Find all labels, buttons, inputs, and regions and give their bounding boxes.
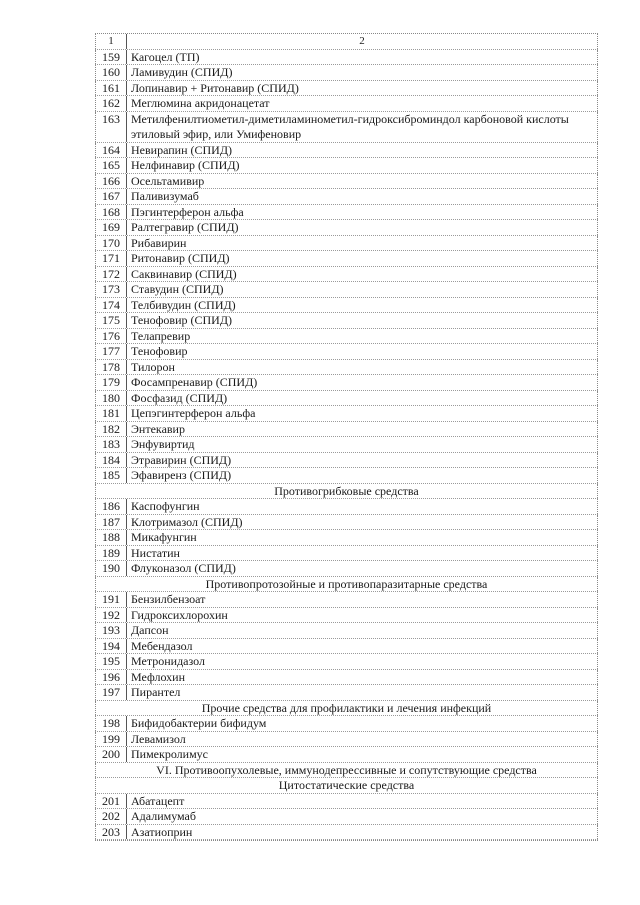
row-number: 188 <box>95 530 127 545</box>
row-number: 165 <box>95 158 127 173</box>
row-number: 161 <box>95 81 127 96</box>
drug-name: Саквинавир (СПИД) <box>127 267 598 282</box>
drug-name: Тилорон <box>127 360 598 375</box>
table-row <box>95 391 598 407</box>
drug-name: Пимекролимус <box>127 747 598 762</box>
row-number: 163 <box>95 112 127 142</box>
drug-name: Микафунгин <box>127 530 598 545</box>
row-number: 176 <box>95 329 127 344</box>
table-row <box>95 360 598 376</box>
drug-name: Паливизумаб <box>127 189 598 204</box>
row-number: 172 <box>95 267 127 282</box>
row-number: 181 <box>95 406 127 421</box>
row-number: 175 <box>95 313 127 328</box>
drug-name: Гидроксихлорохин <box>127 608 598 623</box>
drug-name: Меглюмина акридонацетат <box>127 96 598 111</box>
row-number: 169 <box>95 220 127 235</box>
section-antifungal <box>95 484 598 500</box>
table-row <box>95 174 598 190</box>
drug-name: Ставудин (СПИД) <box>127 282 598 297</box>
row-number: 185 <box>95 468 127 483</box>
table-row <box>95 96 598 112</box>
row-number: 184 <box>95 453 127 468</box>
drug-name: Фосампренавир (СПИД) <box>127 375 598 390</box>
header-col-name: 2 <box>127 34 598 49</box>
table-row <box>95 375 598 391</box>
drug-list-table <box>95 33 598 841</box>
row-number: 179 <box>95 375 127 390</box>
row-number: 180 <box>95 391 127 406</box>
table-row <box>95 236 598 252</box>
section-heading: Противогрибковые средства <box>95 484 598 499</box>
row-number: 173 <box>95 282 127 297</box>
row-number: 202 <box>95 809 127 824</box>
row-number: 166 <box>95 174 127 189</box>
table-row <box>95 608 598 624</box>
row-number: 171 <box>95 251 127 266</box>
row-number: 162 <box>95 96 127 111</box>
table-row <box>95 313 598 329</box>
section-heading: Цитостатические средства <box>95 778 598 793</box>
row-number: 167 <box>95 189 127 204</box>
section-cytostatic <box>95 778 598 794</box>
drug-name: Фосфазид (СПИД) <box>127 391 598 406</box>
drug-name: Лопинавир + Ритонавир (СПИД) <box>127 81 598 96</box>
drug-name: Адалимумаб <box>127 809 598 824</box>
drug-name: Телбивудин (СПИД) <box>127 298 598 313</box>
drug-name: Тенофовир (СПИД) <box>127 313 598 328</box>
drug-name: Каспофунгин <box>127 499 598 514</box>
drug-name: Энтекавир <box>127 422 598 437</box>
drug-name: Телапревир <box>127 329 598 344</box>
row-number: 174 <box>95 298 127 313</box>
table-row <box>95 530 598 546</box>
drug-name: Флуконазол (СПИД) <box>127 561 598 576</box>
header-col-number: 1 <box>95 34 127 49</box>
drug-name: Рибавирин <box>127 236 598 251</box>
drug-name: Цепэгинтерферон альфа <box>127 406 598 421</box>
table-row <box>95 794 598 810</box>
table-row <box>95 623 598 639</box>
table-row <box>95 685 598 701</box>
table-row <box>95 65 598 81</box>
drug-name: Ритонавир (СПИД) <box>127 251 598 266</box>
row-number: 193 <box>95 623 127 638</box>
table-row <box>95 406 598 422</box>
section-heading: Прочие средства для профилактики и лечения инфекций <box>95 701 598 716</box>
drug-name: Абатацепт <box>127 794 598 809</box>
drug-name: Мебендазол <box>127 639 598 654</box>
table-row <box>95 654 598 670</box>
table-row <box>95 592 598 608</box>
drug-name: Кагоцел (ТП) <box>127 50 598 65</box>
row-number: 187 <box>95 515 127 530</box>
row-number: 178 <box>95 360 127 375</box>
drug-name: Азатиоприн <box>127 825 598 840</box>
table-row <box>95 546 598 562</box>
table-row <box>95 732 598 748</box>
table-row <box>95 50 598 66</box>
row-number: 189 <box>95 546 127 561</box>
row-number: 160 <box>95 65 127 80</box>
table-row <box>95 143 598 159</box>
drug-name: Нистатин <box>127 546 598 561</box>
table-row <box>95 267 598 283</box>
table-row <box>95 422 598 438</box>
row-number: 198 <box>95 716 127 731</box>
drug-name: Бифидобактерии бифидум <box>127 716 598 731</box>
table-row <box>95 81 598 97</box>
row-number: 197 <box>95 685 127 700</box>
drug-name: Осельтамивир <box>127 174 598 189</box>
drug-name: Мефлохин <box>127 670 598 685</box>
table-row <box>95 453 598 469</box>
section-vi-heading <box>95 763 598 779</box>
table-row <box>95 437 598 453</box>
row-number: 194 <box>95 639 127 654</box>
row-number: 159 <box>95 50 127 65</box>
table-row <box>95 825 598 841</box>
row-number: 170 <box>95 236 127 251</box>
table-row <box>95 747 598 763</box>
drug-name: Метилфенилтиометил-диметиламинометил-гидроксиброминдол карбоновой кислоты этиловый эфир, или Умифеновир <box>127 112 598 142</box>
table-row <box>95 468 598 484</box>
drug-name: Метронидазол <box>127 654 598 669</box>
table-row <box>95 282 598 298</box>
table-row <box>95 639 598 655</box>
row-number: 191 <box>95 592 127 607</box>
row-number: 182 <box>95 422 127 437</box>
table-row <box>95 716 598 732</box>
table-header-row <box>95 34 598 50</box>
section-other-infections <box>95 701 598 717</box>
drug-name: Нелфинавир (СПИД) <box>127 158 598 173</box>
section-antiprotozoal <box>95 577 598 593</box>
drug-name: Пирантел <box>127 685 598 700</box>
row-number: 200 <box>95 747 127 762</box>
table-row <box>95 344 598 360</box>
drug-name: Левамизол <box>127 732 598 747</box>
row-number: 195 <box>95 654 127 669</box>
row-number: 196 <box>95 670 127 685</box>
drug-name: Пэгинтерферон альфа <box>127 205 598 220</box>
drug-name: Тенофовир <box>127 344 598 359</box>
drug-name: Бензилбензоат <box>127 592 598 607</box>
table-row <box>95 670 598 686</box>
drug-name: Эфавиренз (СПИД) <box>127 468 598 483</box>
table-row <box>95 220 598 236</box>
table-row <box>95 329 598 345</box>
table-row <box>95 809 598 825</box>
table-row <box>95 561 598 577</box>
row-number: 203 <box>95 825 127 840</box>
drug-name: Клотримазол (СПИД) <box>127 515 598 530</box>
table-row <box>95 158 598 174</box>
row-number: 201 <box>95 794 127 809</box>
drug-name: Невирапин (СПИД) <box>127 143 598 158</box>
row-number: 164 <box>95 143 127 158</box>
row-number: 168 <box>95 205 127 220</box>
row-number: 186 <box>95 499 127 514</box>
row-number: 177 <box>95 344 127 359</box>
table-row <box>95 251 598 267</box>
row-number: 183 <box>95 437 127 452</box>
table-row <box>95 298 598 314</box>
table-row <box>95 205 598 221</box>
table-row <box>95 189 598 205</box>
drug-name: Дапсон <box>127 623 598 638</box>
drug-name: Ралтегравир (СПИД) <box>127 220 598 235</box>
table-row <box>95 499 598 515</box>
table-row <box>95 112 598 143</box>
row-number: 199 <box>95 732 127 747</box>
drug-name: Этравирин (СПИД) <box>127 453 598 468</box>
table-body <box>95 50 598 841</box>
row-number: 192 <box>95 608 127 623</box>
drug-name: Энфувиртид <box>127 437 598 452</box>
drug-name: Ламивудин (СПИД) <box>127 65 598 80</box>
section-heading: Противопротозойные и противопаразитарные средства <box>95 577 598 592</box>
row-number: 190 <box>95 561 127 576</box>
section-heading: VI. Противоопухолевые, иммунодепрессивные и сопутствующие средства <box>95 763 598 778</box>
table-row <box>95 515 598 531</box>
